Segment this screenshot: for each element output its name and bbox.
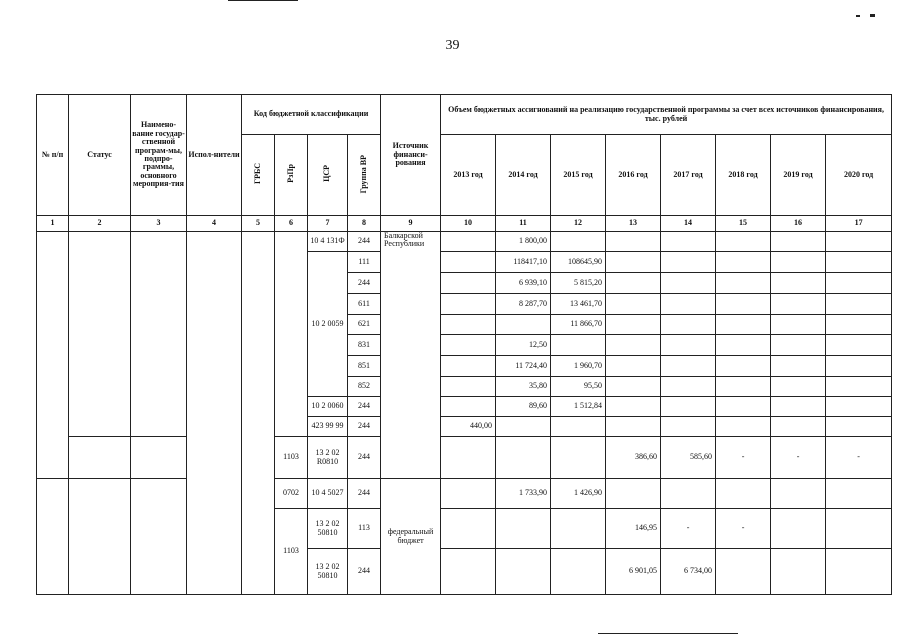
cell-value	[551, 549, 606, 595]
column-number: 3	[131, 216, 187, 232]
header-year: 2019 год	[771, 135, 826, 216]
cell-value	[661, 232, 716, 252]
cell-value: -	[716, 437, 771, 479]
cell-vr: 851	[348, 356, 381, 377]
header-source: Источник финанси-рования	[381, 95, 441, 216]
header-year: 2020 год	[826, 135, 892, 216]
cell-csr: 13 2 02 50810	[308, 509, 348, 549]
cell-rzpr	[275, 232, 308, 437]
cell-value	[441, 315, 496, 335]
cell-value	[716, 273, 771, 294]
cell-value	[771, 294, 826, 315]
column-number: 14	[661, 216, 716, 232]
cell-value	[716, 417, 771, 437]
header-no: № п/п	[37, 95, 69, 216]
column-number: 9	[381, 216, 441, 232]
cell-value	[826, 252, 892, 273]
cell-csr: 10 4 131Ф	[308, 232, 348, 252]
cell-value: 89,60	[496, 397, 551, 417]
cell-value	[441, 294, 496, 315]
cell-value	[661, 479, 716, 509]
cell-csr: 10 2 0060	[308, 397, 348, 417]
cell-value	[551, 509, 606, 549]
cell-value	[496, 437, 551, 479]
cell-value	[441, 377, 496, 397]
cell-value	[826, 232, 892, 252]
cell-vr: 621	[348, 315, 381, 335]
column-number: 13	[606, 216, 661, 232]
cell-value	[551, 232, 606, 252]
cell-value	[606, 335, 661, 356]
cell-vr: 113	[348, 509, 381, 549]
cell-vr: 111	[348, 252, 381, 273]
cell-value	[826, 479, 892, 509]
scan-artifact-top	[228, 0, 298, 1]
header-vr: Группа ВР	[348, 135, 381, 216]
cell-source-regional: Балкарской Республики	[381, 232, 441, 479]
cell-value	[606, 252, 661, 273]
cell-value	[661, 397, 716, 417]
table-row	[37, 437, 892, 479]
cell-value	[441, 437, 496, 479]
cell-value	[716, 479, 771, 509]
cell-value: 35,80	[496, 377, 551, 397]
cell-value	[716, 549, 771, 595]
cell-value: 6 901,05	[606, 549, 661, 595]
header-grbs: ГРБС	[242, 135, 275, 216]
cell-value	[496, 417, 551, 437]
table-row	[37, 232, 892, 252]
cell-csr: 423 99 99	[308, 417, 348, 437]
header-name: Наимено-вание государ-ственной програм-мы, подпро-граммы, основного мероприя-тия	[131, 95, 187, 216]
cell-value: -	[716, 509, 771, 549]
cell-status	[69, 232, 131, 437]
column-number: 6	[275, 216, 308, 232]
cell-value	[606, 479, 661, 509]
cell-grbs	[242, 232, 275, 595]
cell-value: 1 426,90	[551, 479, 606, 509]
header-csr: ЦСР	[308, 135, 348, 216]
cell-value: 11 724,40	[496, 356, 551, 377]
cell-value	[606, 417, 661, 437]
cell-value	[661, 252, 716, 273]
cell-value	[716, 232, 771, 252]
header-volume: Объем бюджетных ассигнований на реализацию государственной программы за счет всех источников финансирования, тыс. рублей	[441, 95, 892, 135]
cell-name	[131, 437, 187, 479]
cell-vr: 852	[348, 377, 381, 397]
column-number: 10	[441, 216, 496, 232]
cell-value	[826, 356, 892, 377]
cell-value: -	[771, 437, 826, 479]
cell-value	[551, 417, 606, 437]
cell-value	[661, 417, 716, 437]
scan-artifact-bottom	[598, 633, 738, 634]
cell-value	[771, 335, 826, 356]
cell-value: 440,00	[441, 417, 496, 437]
scan-artifact-corner	[870, 14, 875, 17]
column-number: 16	[771, 216, 826, 232]
header-status: Статус	[69, 95, 131, 216]
header-year: 2014 год	[496, 135, 551, 216]
column-number: 17	[826, 216, 892, 232]
cell-value: 8 287,70	[496, 294, 551, 315]
cell-value	[606, 273, 661, 294]
cell-rzpr: 0702	[275, 479, 308, 509]
cell-value	[551, 437, 606, 479]
cell-value	[441, 397, 496, 417]
cell-value: 118417,10	[496, 252, 551, 273]
cell-value	[826, 549, 892, 595]
cell-value	[441, 232, 496, 252]
column-number: 8	[348, 216, 381, 232]
header-year: 2013 год	[441, 135, 496, 216]
cell-value	[716, 377, 771, 397]
cell-value	[771, 232, 826, 252]
cell-value	[441, 273, 496, 294]
cell-vr: 244	[348, 437, 381, 479]
cell-vr: 611	[348, 294, 381, 315]
cell-no	[37, 232, 69, 479]
cell-value	[771, 397, 826, 417]
cell-value: 1 960,70	[551, 356, 606, 377]
cell-value	[606, 377, 661, 397]
cell-value	[716, 315, 771, 335]
cell-status	[69, 479, 131, 595]
cell-no	[37, 479, 69, 595]
budget-table	[36, 94, 892, 595]
cell-value	[771, 273, 826, 294]
header-year: 2015 год	[551, 135, 606, 216]
cell-value	[771, 377, 826, 397]
cell-value: 1 733,90	[496, 479, 551, 509]
cell-value	[606, 315, 661, 335]
table-row	[37, 479, 892, 509]
cell-value	[661, 335, 716, 356]
header-year: 2018 год	[716, 135, 771, 216]
cell-status	[69, 437, 131, 479]
scan-artifact-corner	[856, 15, 860, 17]
column-number: 7	[308, 216, 348, 232]
cell-value	[826, 377, 892, 397]
column-number: 12	[551, 216, 606, 232]
cell-vr: 244	[348, 397, 381, 417]
cell-value: 585,60	[661, 437, 716, 479]
cell-value: 5 815,20	[551, 273, 606, 294]
column-number: 15	[716, 216, 771, 232]
cell-value	[771, 549, 826, 595]
cell-vr: 831	[348, 335, 381, 356]
cell-value	[551, 335, 606, 356]
cell-value: 6 939,10	[496, 273, 551, 294]
cell-value	[771, 252, 826, 273]
cell-rzpr: 1103	[275, 509, 308, 595]
header-rzpr: РзПр	[275, 135, 308, 216]
cell-value	[661, 294, 716, 315]
cell-value: 6 734,00	[661, 549, 716, 595]
cell-vr: 244	[348, 479, 381, 509]
cell-csr: 13 2 02 50810	[308, 549, 348, 595]
cell-value: 108645,90	[551, 252, 606, 273]
cell-value	[441, 252, 496, 273]
cell-value	[661, 273, 716, 294]
cell-value	[826, 315, 892, 335]
cell-value	[771, 315, 826, 335]
cell-csr: 10 4 5027	[308, 479, 348, 509]
cell-value	[441, 356, 496, 377]
page-number: 39	[445, 38, 460, 53]
cell-csr: 13 2 02 R0810	[308, 437, 348, 479]
cell-value	[441, 509, 496, 549]
cell-value	[661, 377, 716, 397]
cell-source-federal: федеральный бюджет	[381, 479, 441, 595]
cell-value	[441, 335, 496, 356]
column-number: 11	[496, 216, 551, 232]
column-number: 1	[37, 216, 69, 232]
cell-value	[826, 294, 892, 315]
cell-value	[771, 417, 826, 437]
header-code-group: Код бюджетной классификации	[242, 95, 381, 135]
cell-value	[496, 315, 551, 335]
cell-value	[716, 294, 771, 315]
cell-value	[826, 335, 892, 356]
cell-value	[606, 356, 661, 377]
cell-rzpr: 1103	[275, 437, 308, 479]
cell-vr: 244	[348, 273, 381, 294]
header-year: 2016 год	[606, 135, 661, 216]
cell-value	[771, 479, 826, 509]
cell-value	[716, 252, 771, 273]
cell-value: 11 866,70	[551, 315, 606, 335]
cell-csr: 10 2 0059	[308, 252, 348, 397]
cell-executors	[187, 232, 242, 595]
cell-value	[661, 356, 716, 377]
column-number: 4	[187, 216, 242, 232]
cell-value	[771, 356, 826, 377]
cell-value: 386,60	[606, 437, 661, 479]
cell-value	[716, 356, 771, 377]
cell-value	[441, 479, 496, 509]
cell-value	[826, 509, 892, 549]
cell-value	[826, 417, 892, 437]
cell-name	[131, 479, 187, 595]
cell-value	[496, 509, 551, 549]
cell-value: 146,95	[606, 509, 661, 549]
cell-vr: 244	[348, 549, 381, 595]
column-number: 2	[69, 216, 131, 232]
cell-value: 95,50	[551, 377, 606, 397]
header-year: 2017 год	[661, 135, 716, 216]
cell-value: 1 800,00	[496, 232, 551, 252]
cell-value	[496, 549, 551, 595]
cell-value	[606, 397, 661, 417]
cell-value: 1 512,84	[551, 397, 606, 417]
cell-value: -	[826, 437, 892, 479]
column-number: 5	[242, 216, 275, 232]
cell-value	[771, 509, 826, 549]
cell-vr: 244	[348, 417, 381, 437]
column-numbers-row	[37, 216, 892, 232]
cell-value	[826, 397, 892, 417]
header-executors: Испол-нители	[187, 95, 242, 216]
cell-value: 13 461,70	[551, 294, 606, 315]
cell-value	[826, 273, 892, 294]
cell-value: -	[661, 509, 716, 549]
cell-name	[131, 232, 187, 437]
cell-value	[606, 232, 661, 252]
cell-value	[716, 397, 771, 417]
cell-value	[716, 335, 771, 356]
cell-value	[661, 315, 716, 335]
cell-value	[441, 549, 496, 595]
cell-value: 12,50	[496, 335, 551, 356]
cell-vr: 244	[348, 232, 381, 252]
cell-value	[606, 294, 661, 315]
